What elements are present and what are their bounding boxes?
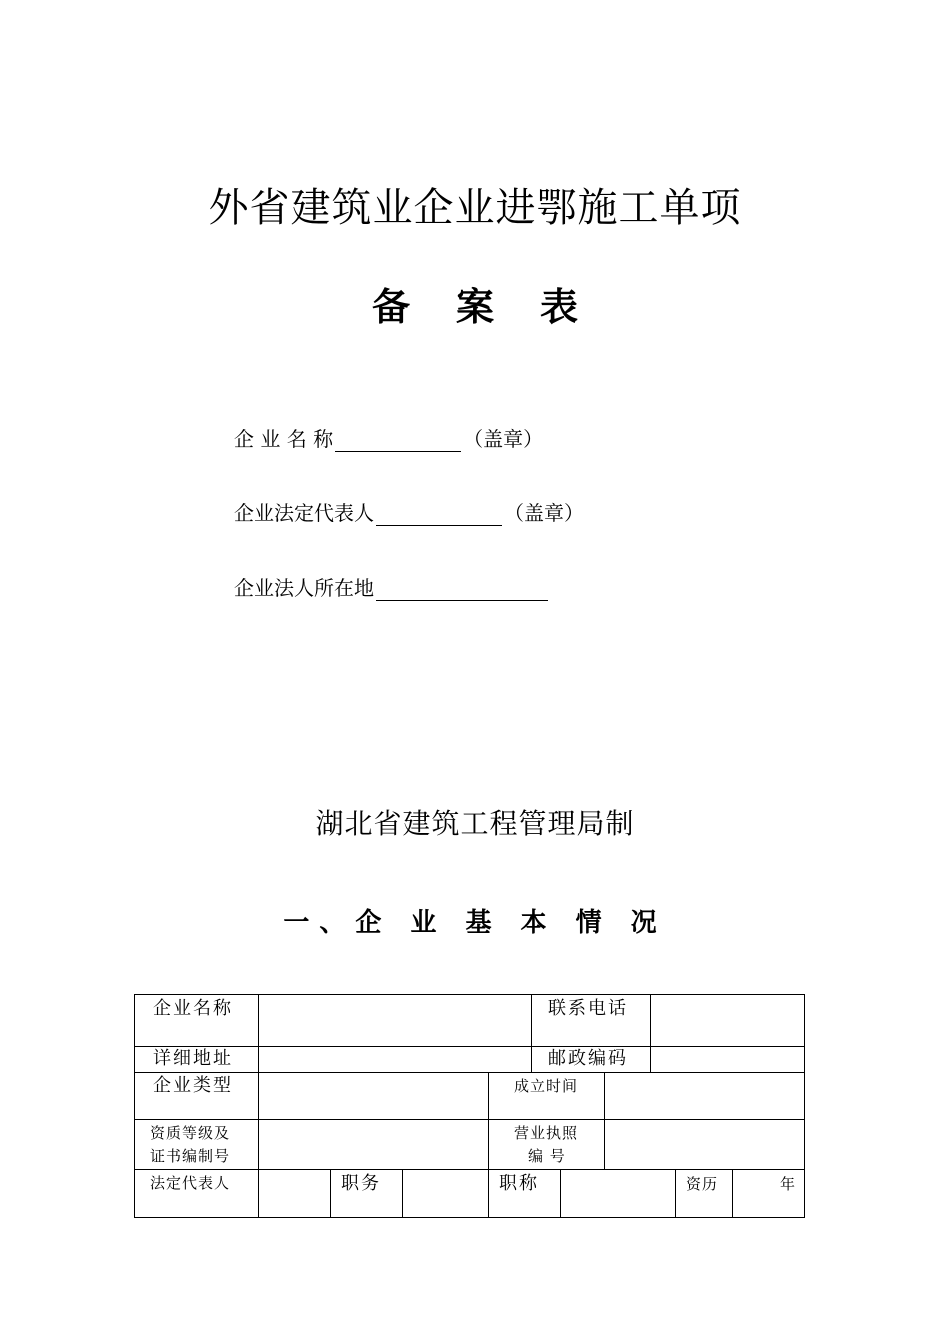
company-name-field bbox=[234, 423, 543, 452]
company-name-seal-note: （盖章） bbox=[463, 427, 544, 451]
row-divider bbox=[135, 1072, 804, 1073]
column-divider bbox=[488, 1072, 489, 1217]
column-divider bbox=[330, 1169, 331, 1217]
established-header: 成立时间 bbox=[514, 1077, 579, 1095]
legal-representative-label: 企业法定代表人 bbox=[234, 501, 374, 525]
legal-representative-field bbox=[234, 497, 584, 526]
company-name-label: 企 业 名 称 bbox=[234, 427, 334, 451]
phone-header: 联系电话 bbox=[548, 998, 628, 1019]
column-divider bbox=[650, 995, 651, 1072]
qualification-header-line2: 证书编制号 bbox=[150, 1147, 231, 1165]
issuer-line: 湖北省建筑工程管理局制 bbox=[315, 807, 635, 840]
postcode-header: 邮政编码 bbox=[548, 1048, 628, 1069]
legal-location-field bbox=[234, 572, 550, 601]
row-divider bbox=[135, 1046, 804, 1047]
row-divider bbox=[135, 1119, 804, 1120]
document-title-line1: 外省建筑业企业进鄂施工单项 bbox=[208, 185, 742, 231]
section-title: 一、企 业 基 本 情 况 bbox=[283, 908, 667, 938]
company-basic-info-table bbox=[134, 994, 805, 1218]
experience-header: 资历 bbox=[686, 1175, 719, 1193]
license-header-line1: 营业执照 bbox=[514, 1124, 579, 1142]
column-divider bbox=[675, 1169, 676, 1217]
legal-representative-blank[interactable] bbox=[376, 505, 502, 526]
legal-location-label: 企业法人所在地 bbox=[234, 576, 374, 600]
address-header: 详细地址 bbox=[153, 1048, 233, 1069]
column-divider bbox=[604, 1072, 605, 1169]
row-divider bbox=[135, 1169, 804, 1170]
company-name-header: 企业名称 bbox=[153, 998, 233, 1019]
position-header: 职务 bbox=[341, 1173, 381, 1194]
legal-location-blank[interactable] bbox=[376, 580, 548, 601]
license-header-line2: 编 号 bbox=[528, 1147, 566, 1165]
document-title-line2: 备案表 bbox=[371, 285, 624, 329]
legal-rep-header: 法定代表人 bbox=[150, 1174, 231, 1192]
column-divider bbox=[732, 1169, 733, 1217]
company-type-header: 企业类型 bbox=[153, 1075, 233, 1096]
column-divider bbox=[402, 1169, 403, 1217]
column-divider bbox=[560, 1169, 561, 1217]
column-divider bbox=[531, 995, 532, 1072]
year-unit: 年 bbox=[780, 1175, 797, 1193]
company-name-blank[interactable] bbox=[335, 431, 461, 452]
qualification-header-line1: 资质等级及 bbox=[150, 1124, 231, 1142]
title-header: 职称 bbox=[499, 1173, 539, 1194]
column-divider bbox=[258, 995, 259, 1217]
legal-representative-seal-note: （盖章） bbox=[504, 501, 584, 525]
